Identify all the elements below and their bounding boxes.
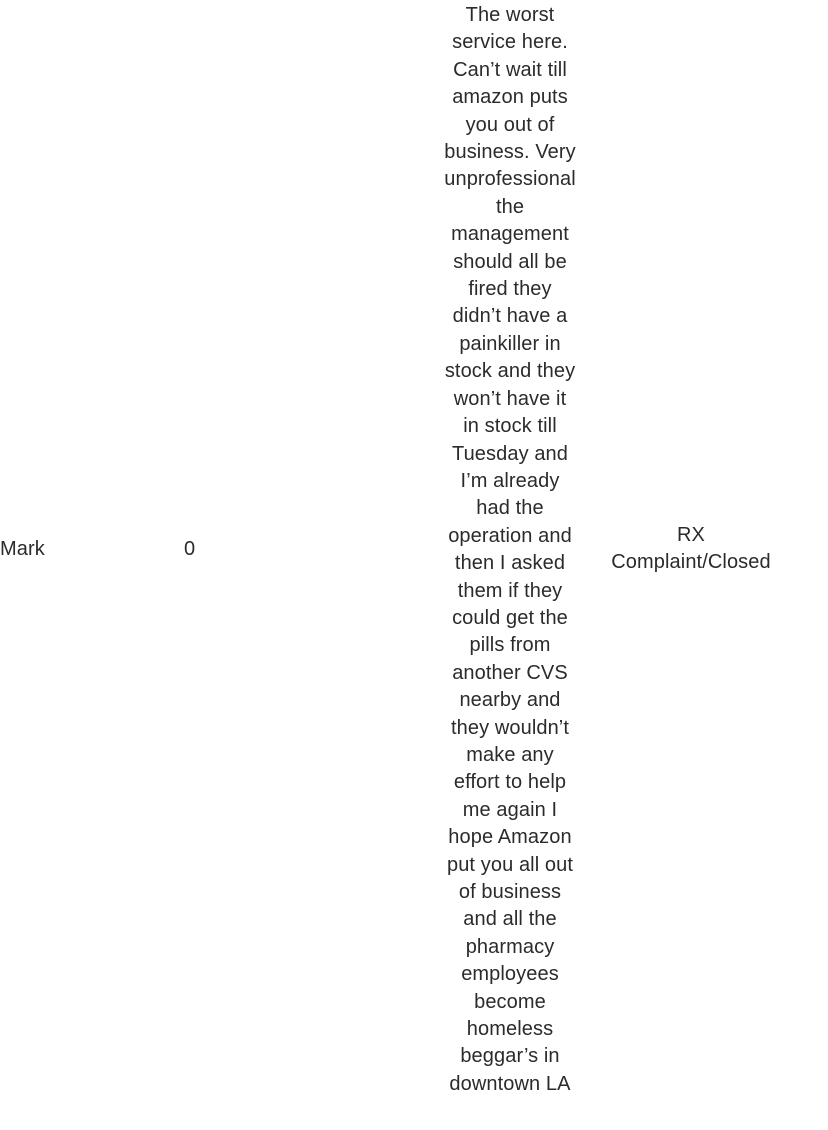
review-comment-line: they wouldn’t	[450, 716, 570, 739]
review-comment-line: The worst	[465, 4, 555, 26]
review-comment-line: downtown LA	[449, 1072, 571, 1095]
review-comment-line: I’m already	[460, 469, 560, 492]
review-comment-line: pharmacy	[465, 935, 555, 958]
review-comment-line: effort to help	[453, 771, 567, 794]
review-comment-line: unprofessional	[444, 168, 576, 191]
review-comment-line: management	[451, 223, 569, 246]
review-comment	[441, 2, 579, 1098]
status-label-line: RX	[677, 524, 705, 546]
review-comment-line: and all the	[463, 908, 557, 931]
review-comment-line: amazon puts	[452, 86, 568, 109]
review-comment-line: in stock till	[463, 415, 557, 438]
review-comment-line: then I asked	[454, 552, 566, 575]
review-comment-line: won’t have it	[453, 387, 567, 410]
rating-value: 0	[184, 538, 196, 560]
review-comment-line: could get the	[452, 606, 568, 629]
review-comment-line: didn’t have a	[452, 305, 568, 328]
review-comment-line: me again I	[462, 798, 558, 821]
review-comment-line: fired they	[468, 278, 552, 301]
review-comment-line: Can’t wait till	[453, 58, 567, 81]
review-comment-line: operation and	[448, 524, 572, 547]
review-comment-line: another CVS	[452, 661, 568, 684]
review-comment-line: make any	[466, 743, 554, 766]
review-comment-line: of business	[458, 881, 562, 903]
review-comment-line: become	[474, 990, 546, 1013]
review-comment-line: them if they	[457, 579, 563, 602]
review-comment-line: employees	[461, 963, 559, 986]
review-comment-line: put you all out	[446, 853, 574, 876]
review-comment-line: should all be	[453, 250, 567, 273]
review-comment-line: the	[495, 195, 525, 218]
review-comment-line: service here.	[452, 31, 568, 54]
reviewer-name: Mark	[0, 538, 45, 560]
review-comment-line: painkiller in	[459, 332, 561, 355]
review-comment-line: stock and they	[444, 360, 576, 383]
review-comment-line: you out of	[465, 113, 555, 136]
review-comment-line: had the	[476, 497, 544, 520]
review-comment-line: hope Amazon	[448, 826, 572, 849]
review-comment-line: beggar’s in	[460, 1045, 560, 1068]
review-comment-line: nearby and	[459, 689, 561, 712]
status-label-line: Complaint/Closed	[611, 551, 771, 574]
status-label	[603, 522, 779, 577]
review-comment-line: pills from	[469, 634, 551, 657]
review-comment-line: Tuesday and	[452, 442, 568, 465]
review-comment-line: homeless	[466, 1018, 554, 1041]
review-comment-line: business. Very	[444, 141, 576, 164]
